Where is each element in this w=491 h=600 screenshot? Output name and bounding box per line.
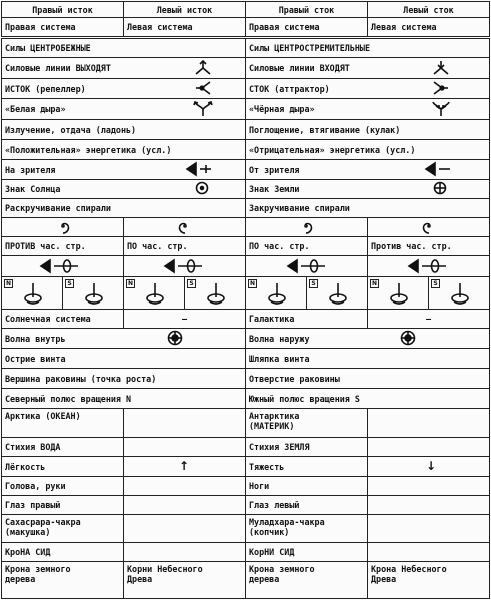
right-element: Стихия ЗЕМЛЯ	[245, 437, 368, 457]
arrow-rotor-icon-2	[164, 258, 204, 274]
outward-tripod-icon	[194, 60, 212, 76]
vortex-icon-8	[449, 281, 471, 307]
pole-n-badge-2: N	[127, 280, 134, 287]
spiral-ccw-icon	[56, 219, 70, 233]
right-shell: Отверстие раковины	[245, 368, 490, 389]
right-viewer: От зрителя	[245, 159, 490, 180]
left-emission: Излучение, отдача (ладонь)	[1, 119, 246, 140]
left-white-hole: «Белая дыра»	[1, 98, 246, 120]
left-right-system: Правая система	[1, 17, 124, 37]
pole-n-badge-4: N	[371, 280, 378, 287]
right-eye-empty	[367, 495, 490, 515]
left-arctic: Арктика (ОКЕАН)	[1, 408, 124, 438]
spiral-in-ccw-icon	[299, 219, 313, 233]
right-spiral: Закручивание спирали	[245, 198, 490, 218]
right-against-clockwise: Против час. стр.	[367, 236, 490, 256]
left-screw-tip: Острие винта	[1, 348, 246, 369]
left-lines: Силовые линии ВЫХОДЯТ	[1, 57, 246, 79]
pole-s-badge-4: S	[431, 279, 440, 288]
left-arctic-empty	[123, 408, 246, 438]
left-solar-system: Солнечная система	[1, 309, 124, 329]
pole-n-badge-3: N	[249, 280, 256, 287]
left-source: ИСТОК (репеллер)	[1, 78, 246, 99]
right-eye: Глаз левый	[245, 495, 368, 515]
wave-in-icon	[167, 330, 183, 346]
right-element-empty	[367, 437, 490, 457]
vortex-icon-1	[22, 281, 44, 307]
vortex-icon-4	[205, 281, 227, 307]
sun-sign-icon	[195, 181, 209, 195]
arrow-down-icon: ↓	[425, 459, 437, 473]
left-eye: Глаз правый	[1, 495, 124, 515]
pole-s-badge-3: S	[309, 279, 318, 288]
left-solar-value: –	[123, 309, 246, 329]
vortex-icon-3	[144, 281, 166, 307]
right-black-hole: «Чёрная дыра»	[245, 98, 490, 120]
header-left-source: Левый исток	[123, 1, 246, 18]
left-head-hands: Голова, руки	[1, 476, 124, 496]
right-right-system: Правая система	[245, 17, 368, 37]
right-forces: Силы ЦЕНТРОСТРЕМИТЕЛЬНЫЕ	[245, 38, 490, 58]
right-tree-crown: Крона земного дерева	[245, 561, 368, 599]
attractor-icon	[432, 81, 450, 96]
right-roots-empty	[367, 542, 490, 562]
repeller-icon	[194, 81, 212, 96]
wave-out-icon	[400, 330, 416, 346]
left-element: Стихия ВОДА	[1, 437, 124, 457]
arrow-rotor-icon-1	[40, 258, 80, 274]
left-crown-empty	[123, 542, 246, 562]
right-chakra-empty	[367, 514, 490, 543]
left-head-empty	[123, 476, 246, 496]
left-forces: Силы ЦЕНТРОБЕЖНЫЕ	[1, 38, 246, 58]
right-legs: Ноги	[245, 476, 368, 496]
right-heaviness: Тяжесть	[245, 456, 368, 477]
right-chakra: Муладхара-чакра (копчик)	[245, 514, 368, 543]
right-pole: Южный полюс вращения S	[245, 388, 490, 409]
left-tree-roots: Корни Небесного Древа	[123, 561, 246, 599]
left-pole: Северный полюс вращения N	[1, 388, 246, 409]
left-element-empty	[123, 437, 246, 457]
right-sink: СТОК (аттрактор)	[245, 78, 490, 99]
white-hole-icon	[193, 100, 213, 117]
right-wave: Волна наружу	[245, 328, 490, 349]
inward-tripod-icon	[432, 60, 450, 76]
header-right-sink: Правый сток	[245, 1, 368, 18]
vortex-icon-7	[388, 281, 410, 307]
left-lightness: Лёгкость	[1, 456, 124, 477]
right-screw-head: Шляпка винта	[245, 348, 490, 369]
left-chakra-empty	[123, 514, 246, 543]
left-left-system: Левая система	[123, 17, 246, 37]
pole-n-badge-1: N	[5, 280, 12, 287]
left-spiral: Раскручивание спирали	[1, 198, 246, 218]
right-absorb: Поглощение, втягивание (кулак)	[245, 119, 490, 140]
left-tree-crown: Крона земного дерева	[1, 561, 124, 599]
arrow-rotor-icon-3	[287, 258, 327, 274]
left-against-clockwise: ПРОТИВ час. стр.	[1, 236, 124, 256]
left-sun-sign: Знак Солнца	[1, 179, 246, 199]
arrow-rotor-icon-4	[408, 258, 448, 274]
left-clockwise: ПО час. стр.	[123, 236, 246, 256]
toward-viewer-icon	[186, 162, 212, 176]
from-viewer-icon	[425, 162, 451, 176]
right-clockwise: ПО час. стр.	[245, 236, 368, 256]
vortex-icon-2	[83, 281, 105, 307]
right-lines: Силовые линии ВХОДЯТ	[245, 57, 490, 79]
right-legs-empty	[367, 476, 490, 496]
right-roots-sid: КорНИ СИД	[245, 542, 368, 562]
earth-sign-icon	[433, 181, 447, 195]
right-galaxy-value: –	[367, 309, 490, 329]
left-crown-sid: КроНА СИД	[1, 542, 124, 562]
pole-s-badge-2: S	[187, 279, 196, 288]
spiral-cw-icon	[178, 219, 192, 233]
left-energy: «Положительная» энергетика (усл.)	[1, 139, 246, 160]
vortex-icon-6	[327, 281, 349, 307]
right-galaxy: Галактика	[245, 309, 368, 329]
right-left-system: Левая система	[367, 17, 490, 37]
left-viewer: На зрителя	[1, 159, 246, 180]
header-right-source: Правый исток	[1, 1, 124, 18]
left-wave: Волна внутрь	[1, 328, 246, 349]
arrow-up-icon: ↑	[178, 459, 190, 473]
spiral-in-cw-icon	[422, 219, 436, 233]
left-eye-empty	[123, 495, 246, 515]
black-hole-icon	[431, 100, 451, 117]
vortex-icon-5	[266, 281, 288, 307]
right-antarctic-empty	[367, 408, 490, 438]
left-chakra: Сахасрара-чакра (макушка)	[1, 514, 124, 543]
right-antarctic: Антарктика (МАТЕРИК)	[245, 408, 368, 438]
right-energy: «Отрицательная» энергетика (усл.)	[245, 139, 490, 160]
right-earth-sign: Знак Земли	[245, 179, 490, 199]
header-left-sink: Левый сток	[367, 1, 490, 18]
left-shell: Вершина раковины (точка роста)	[1, 368, 246, 389]
right-tree-roots: Крона Небесного Древа	[367, 561, 490, 599]
pole-s-badge-1: S	[65, 279, 74, 288]
